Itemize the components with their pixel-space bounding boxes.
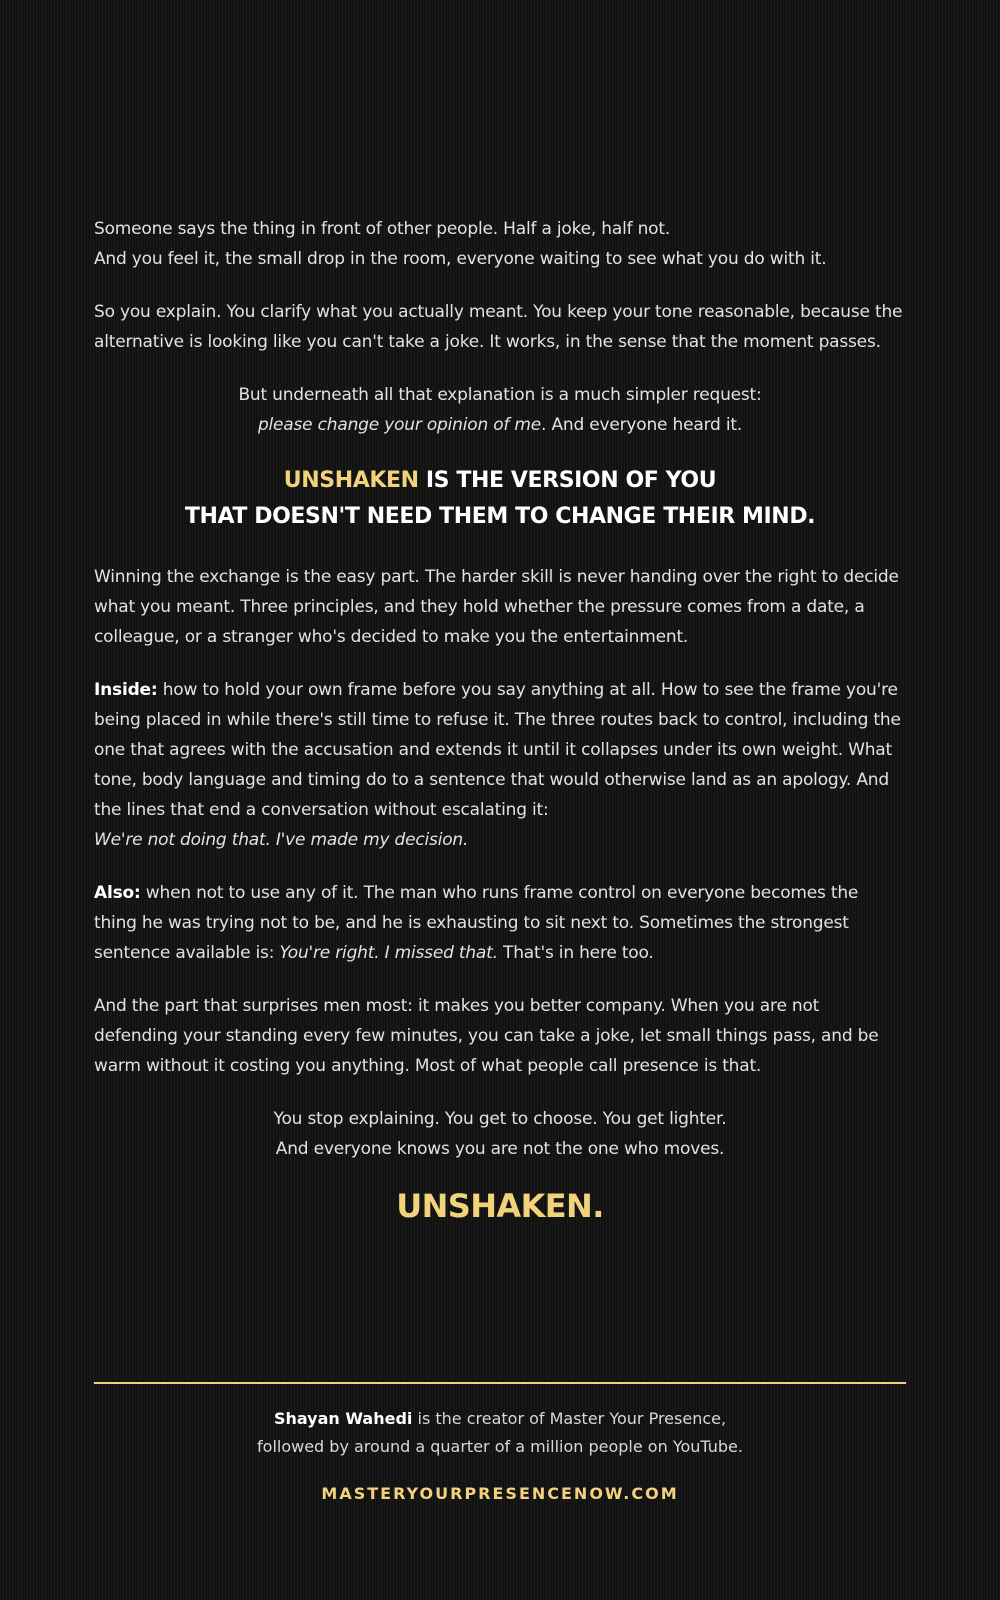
principles-paragraph: Winning the exchange is the easy part. The harder skill is never handing over the right to decide what you meant. Three principles, and they hold whether the pressure comes from a date, a colleague, or a stranger who's decided to make you the entertainment.	[94, 567, 899, 647]
request-paragraph	[94, 380, 906, 440]
brand-title: UNSHAKEN.	[396, 1187, 604, 1225]
inside-text: how to hold your own frame before you say anything at all. How to see the frame you're being placed in while there's still time to refuse it. The three routes back to control, including the one that agrees with the accusation and extends it until it collapses under its own weight. What tone, body language and timing do to a sentence that would otherwise land as an apology. And the lines that end a conversation without escalating it:	[94, 680, 901, 820]
also-paragraph	[94, 878, 906, 968]
closing-paragraph	[94, 1104, 906, 1164]
inside-paragraph	[94, 675, 906, 855]
intro-line-1: Someone says the thing in front of other people. Half a joke, half not.	[94, 219, 671, 239]
author-bio	[94, 1405, 906, 1461]
headline-line-1: IS THE VERSION OF YOU	[418, 468, 717, 493]
explain-paragraph: So you explain. You clarify what you actually meant. You keep your tone reasonable, because the alternative is looking like you can't take a joke. It works, in the sense that the moment passes.	[94, 302, 903, 352]
intro-line-2: And you feel it, the small drop in the room, everyone waiting to see what you do with it.	[94, 249, 827, 269]
bio-line-2: followed by around a quarter of a million people on YouTube.	[257, 1437, 743, 1456]
company-paragraph: And the part that surprises men most: it makes you better company. When you are not defending your standing every few minutes, you can take a joke, let small things pass, and be warm without it costing you anything. Most of what people call presence is that.	[94, 996, 879, 1076]
intro-paragraph	[94, 214, 906, 274]
inside-italic: We're not doing that. I've made my decision.	[94, 830, 469, 850]
headline-line-2: THAT DOESN'T NEED THEM TO CHANGE THEIR MIND.	[184, 504, 816, 529]
also-text: when not to use any of it. The man who runs frame control on everyone becomes the thing he was trying not to be, and he is exhausting to sit next to. Sometimes the strongest sentence available is:	[94, 883, 859, 963]
request-rest: . And everyone heard it.	[541, 415, 743, 435]
divider	[94, 1382, 906, 1384]
author-name: Shayan Wahedi	[273, 1409, 413, 1428]
also-italic: You're right. I missed that.	[279, 943, 498, 963]
bio-line-1: is the creator of Master Your Presence,	[412, 1409, 727, 1428]
headline	[94, 463, 906, 535]
also-rest: That's in here too.	[497, 943, 654, 963]
closing-line-1: You stop explaining. You get to choose. You get lighter.	[273, 1109, 727, 1129]
website-link[interactable]: MASTERYOURPRESENCENOW.COM	[321, 1484, 679, 1503]
closing-line-2: And everyone knows you are not the one who moves.	[275, 1139, 725, 1159]
body-copy	[94, 214, 906, 1225]
request-italic: please change your opinion of me	[257, 415, 542, 435]
headline-accent: UNSHAKEN	[283, 468, 419, 493]
request-line-1: But underneath all that explanation is a much simpler request:	[238, 385, 762, 405]
also-label: Also:	[94, 883, 141, 903]
inside-label: Inside:	[94, 680, 158, 700]
